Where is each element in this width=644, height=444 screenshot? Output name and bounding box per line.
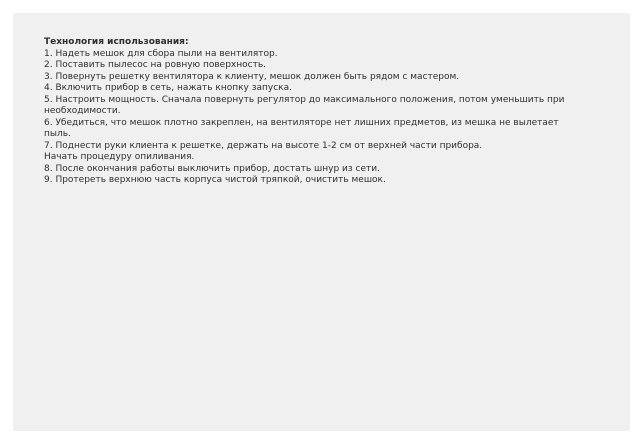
instructions-text <box>44 37 584 187</box>
instruction-step-3: 3. Повернуть решетку вентилятора к клиенту, мешок должен быть рядом с мастером. <box>44 71 460 82</box>
instruction-step-2: 2. Поставить пылесос на ровную поверхность. <box>44 60 266 70</box>
instruction-step-8: 8. После окончания работы выключить прибор, достать шнур из сети. <box>44 163 380 174</box>
instruction-step-6: 6. Убедиться, что мешок плотно закреплен, на вентиляторе нет лишних предметов, из мешка не вылетает пыль. <box>44 117 559 139</box>
instruction-note: Начать процедуру опиливания. <box>44 152 195 162</box>
instruction-step-9: 9. Протереть верхнюю часть корпуса чистой тряпкой, очистить мешок. <box>44 175 386 185</box>
instruction-step-7: 7. Поднести руки клиента к решетке, держать на высоте 1-2 см от верхней части прибора. <box>44 140 483 151</box>
instruction-step-4: 4. Включить прибор в сеть, нажать кнопку запуска. <box>44 83 292 93</box>
instructions-heading: Технология использования: <box>44 37 189 47</box>
instruction-step-5: 5. Настроить мощность. Сначала повернуть регулятор до максимального положения, потом уменьшить при необходимости. <box>44 94 565 116</box>
instruction-step-1: 1. Надеть мешок для сбора пыли на вентилятор. <box>44 48 278 59</box>
